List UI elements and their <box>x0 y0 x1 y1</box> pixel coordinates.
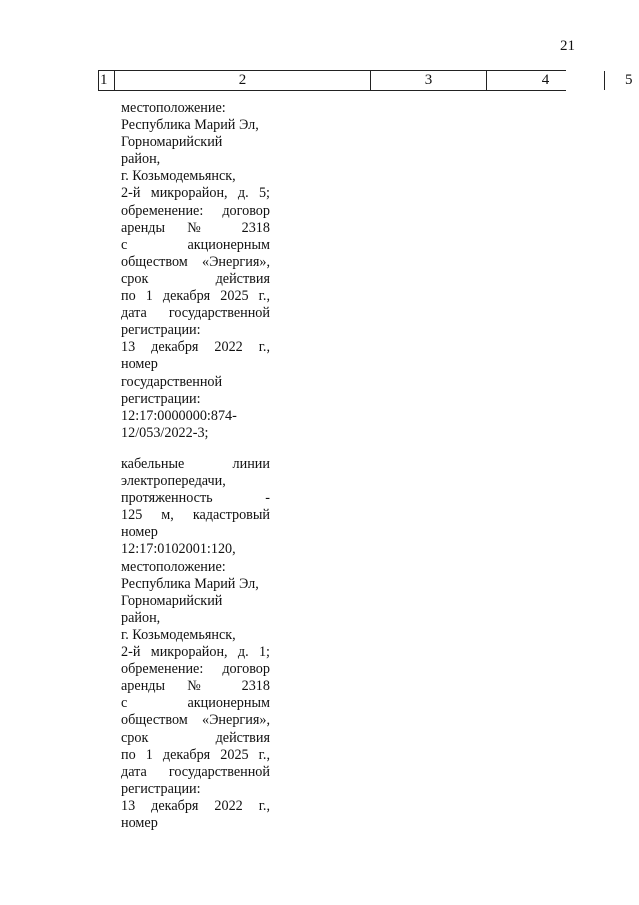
column-header-4: 4 <box>486 71 604 90</box>
text-line: обременение: договор <box>121 202 270 219</box>
text-line: Горномарийский <box>121 134 223 151</box>
column-header-5: 5 <box>604 71 639 90</box>
text-line: срок действия <box>121 729 270 746</box>
text-line: г. Козьмодемьянск, <box>121 626 236 643</box>
text-line: 2-й микрорайон, д. 1; <box>121 644 270 661</box>
text-line: дата государственной <box>121 763 270 780</box>
text-line: регистрации: <box>121 322 201 339</box>
text-line: номер <box>121 524 158 541</box>
text-line: район, <box>121 151 161 168</box>
text-line: 13 декабря 2022 г., <box>121 797 270 814</box>
text-line: 13 декабря 2022 г., <box>121 339 270 356</box>
text-line: регистрации: <box>121 390 201 407</box>
text-line: аренды № 2318 <box>121 219 270 236</box>
text-line: электропередачи, <box>121 473 226 490</box>
text-line: обременение: договор <box>121 661 270 678</box>
text-line: регистрации: <box>121 780 201 797</box>
text-line: по 1 декабря 2025 г., <box>121 746 270 763</box>
page-number: 21 <box>560 38 575 54</box>
text-line: срок действия <box>121 270 270 287</box>
text-line: протяженность - <box>121 490 270 507</box>
text-line: государственной <box>121 373 223 390</box>
text-line: г. Козьмодемьянск, <box>121 168 236 185</box>
text-line: с акционерным <box>121 236 270 253</box>
text-line: район, <box>121 609 161 626</box>
text-line: кабельные линии <box>121 456 270 472</box>
text-line: обществом «Энергия», <box>121 712 270 729</box>
text-line: по 1 декабря 2025 г., <box>121 288 270 305</box>
text-line: Республика Марий Эл, <box>121 575 259 592</box>
text-line: 125 м, кадастровый <box>121 507 270 524</box>
column-header-2: 2 <box>114 71 370 90</box>
text-line: местоположение: <box>121 100 226 116</box>
property-entry-2-description <box>121 456 270 832</box>
text-line: обществом «Энергия», <box>121 253 270 270</box>
text-line: аренды № 2318 <box>121 678 270 695</box>
text-line: 2-й микрорайон, д. 5; <box>121 185 270 202</box>
property-entry-1-description <box>121 100 270 442</box>
text-line: 12/053/2022-3; <box>121 424 209 441</box>
column-header-1: 1 <box>98 71 114 90</box>
text-line: 12:17:0102001:120, <box>121 541 236 558</box>
text-line: номер <box>121 356 158 373</box>
table-header-row <box>98 70 633 91</box>
text-line: с акционерным <box>121 695 270 712</box>
text-line: Республика Марий Эл, <box>121 117 259 134</box>
text-line: дата государственной <box>121 305 270 322</box>
text-line: номер <box>121 814 158 831</box>
column-header-3: 3 <box>370 71 486 90</box>
text-line: 12:17:0000000:874- <box>121 407 237 424</box>
text-line: Горномарийский <box>121 592 223 609</box>
text-line: местоположение: <box>121 558 226 575</box>
